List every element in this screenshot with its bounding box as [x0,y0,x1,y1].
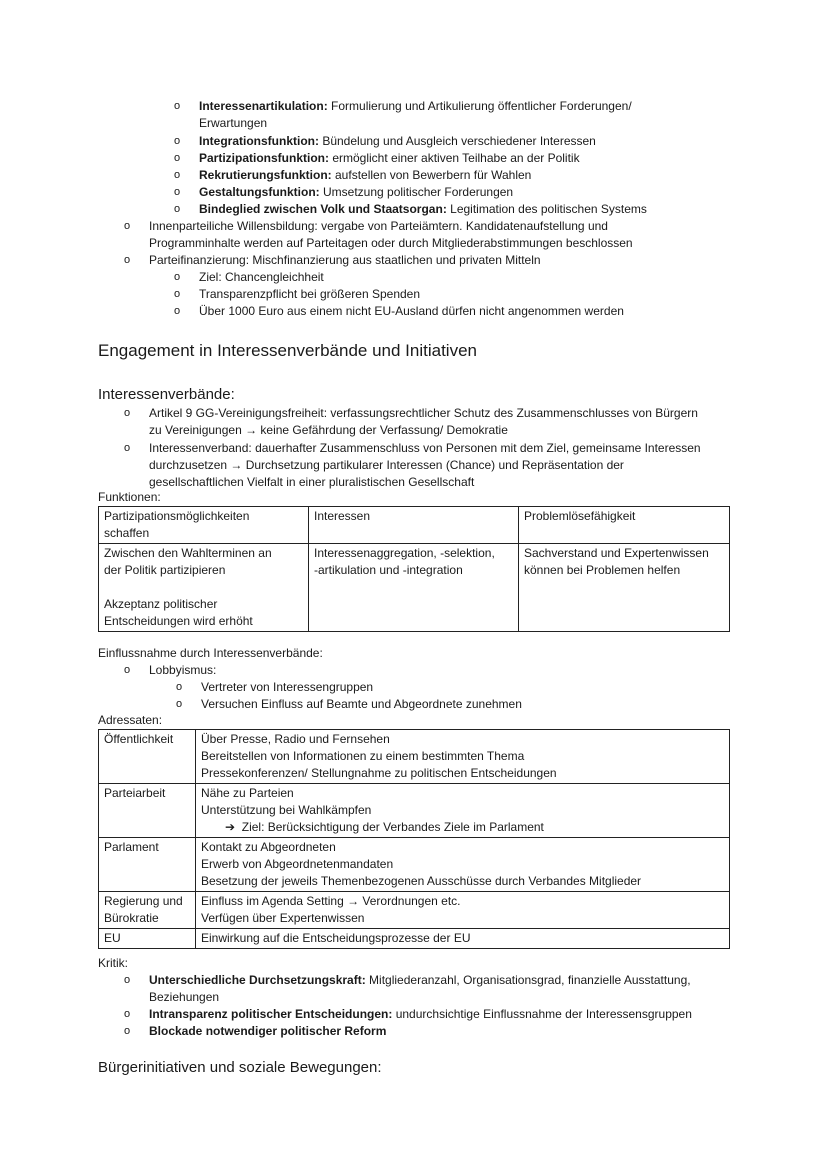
bullet: o [174,152,181,164]
table-cell: Öffentlichkeit [99,730,196,784]
bullet: o [124,407,131,419]
list-item: Bindeglied zwischen Volk und Staatsorgan: Legitimation des politischen Systems [199,202,647,216]
list-item: Ziel: Chancengleichheit [199,270,324,284]
bullet: o [174,169,181,181]
list-item: Parteifinanzierung: Mischfinanzierung aus staatlichen und privaten Mitteln [149,253,541,267]
bullet: o [174,305,181,317]
bullet: o [174,203,181,215]
bullet: o [124,1008,131,1020]
list-item: Integrationsfunktion: Bündelung und Ausgleich verschiedener Interessen [199,134,596,148]
table-row [99,507,730,544]
table-cell: Einwirkung auf die Entscheidungsprozesse der EU [196,929,730,949]
adressaten-table [98,729,730,949]
bullet: o [174,186,181,198]
section-heading: Engagement in Interessenverbände und Initiativen [98,341,477,360]
table-cell: Nähe zu Parteien Unterstützung bei Wahlkämpfen ➔ Ziel: Berücksichtigung der Verbandes Ziele im Parlament [196,784,730,838]
list-item: Interessenartikulation: Formulierung und Artikulierung öffentlicher Forderungen/ [199,99,632,113]
table-header-cell: Problemlösefähigkeit [519,507,730,544]
list-item-continuation: gesellschaftlichen Vielfalt in einer pluralistischen Gesellschaft [149,475,475,489]
table-cell: Regierung und Bürokratie [99,892,196,929]
list-item: Rekrutierungsfunktion: aufstellen von Bewerbern für Wahlen [199,168,532,182]
bullet: o [124,220,131,232]
table-row [99,892,730,929]
list-item: Interessenverband: dauerhafter Zusammenschluss von Personen mit dem Ziel, gemeinsame Interessen [149,441,701,455]
list-item-continuation: Programminhalte werden auf Parteitagen oder durch Mitgliederabstimmungen beschlossen [149,236,633,250]
list-item: Partizipationsfunktion: ermöglicht einer aktiven Teilhabe an der Politik [199,151,580,165]
label-funktionen: Funktionen: [98,490,161,504]
bullet: o [174,271,181,283]
bullet: o [174,288,181,300]
table-cell: Über Presse, Radio und Fernsehen Bereitstellen von Informationen zu einem bestimmten Thema Pressekonferenzen/ Stellungnahme zu politischen Entscheidungen [196,730,730,784]
list-item: Gestaltungsfunktion: Umsetzung politischer Forderungen [199,185,514,199]
arrow-icon: ➔ [225,820,236,834]
table-row [99,838,730,892]
bullet: o [174,100,181,112]
list-item: Unterschiedliche Durchsetzungskraft: Mitgliederanzahl, Organisationsgrad, finanzielle Ausstattung, [149,973,691,987]
list-item: Lobbyismus: [149,663,217,677]
table-row [99,784,730,838]
table-cell: Zwischen den Wahlterminen an der Politik partizipieren Akzeptanz politischer Entscheidungen wird erhöht [99,544,309,632]
bullet: o [124,664,131,676]
table-cell: Interessenaggregation, -selektion, -artikulation und -integration [309,544,519,632]
table-cell: Sachverstand und Expertenwissen können bei Problemen helfen [519,544,730,632]
list-item-continuation: durchzusetzen → Durchsetzung partikularer Interessen (Chance) und Repräsentation der [149,458,624,472]
label-kritik: Kritik: [98,956,128,970]
table-cell: EU [99,929,196,949]
table-header-cell: Partizipationsmöglichkeiten schaffen [99,507,309,544]
bullet: o [176,681,183,693]
bullet: o [176,698,183,710]
list-item: Versuchen Einfluss auf Beamte und Abgeordnete zunehmen [201,697,522,711]
table-header-cell: Interessen [309,507,519,544]
label-einfluss: Einflussnahme durch Interessenverbände: [98,646,323,660]
bullet: o [124,254,131,266]
list-item: Intransparenz politischer Entscheidungen: undurchsichtige Einflussnahme der Interessensgruppen [149,1007,692,1021]
list-item-continuation: zu Vereinigungen → keine Gefährdung der Verfassung/ Demokratie [149,423,508,437]
list-item: Transparenzpflicht bei größeren Spenden [199,287,421,301]
bullet: o [124,442,131,454]
table-row [99,929,730,949]
table-row [99,544,730,632]
table-row [99,730,730,784]
list-item: Blockade notwendiger politischer Reform [149,1024,387,1038]
subsection-heading: Interessenverbände: [98,386,235,403]
bullet: o [174,135,181,147]
bullet: o [124,1025,131,1037]
list-item: Über 1000 Euro aus einem nicht EU-Ausland dürfen nicht angenommen werden [199,304,624,318]
bullet: o [124,974,131,986]
list-item: Innenparteiliche Willensbildung: vergabe von Parteiämtern. Kandidatenaufstellung und [149,219,608,233]
list-item-continuation: Beziehungen [149,990,220,1004]
table-cell: Einfluss im Agenda Setting → Verordnungen etc. Verfügen über Expertenwissen [196,892,730,929]
table-cell: Kontakt zu Abgeordneten Erwerb von Abgeordnetenmandaten Besetzung der jeweils Themenbezogenen Ausschüsse durch Verbandes Mitglieder [196,838,730,892]
list-item-continuation: Erwartungen [199,116,268,130]
label-adressaten: Adressaten: [98,713,163,727]
list-item: Vertreter von Interessengruppen [201,680,374,694]
funktionen-table [98,506,730,632]
list-item: Artikel 9 GG-Vereinigungsfreiheit: verfassungsrechtlicher Schutz des Zusammenschlusses von Bürgern [149,406,698,420]
table-cell: Parlament [99,838,196,892]
subsection-heading: Bürgerinitiativen und soziale Bewegungen: [98,1059,382,1076]
table-cell: Parteiarbeit [99,784,196,838]
